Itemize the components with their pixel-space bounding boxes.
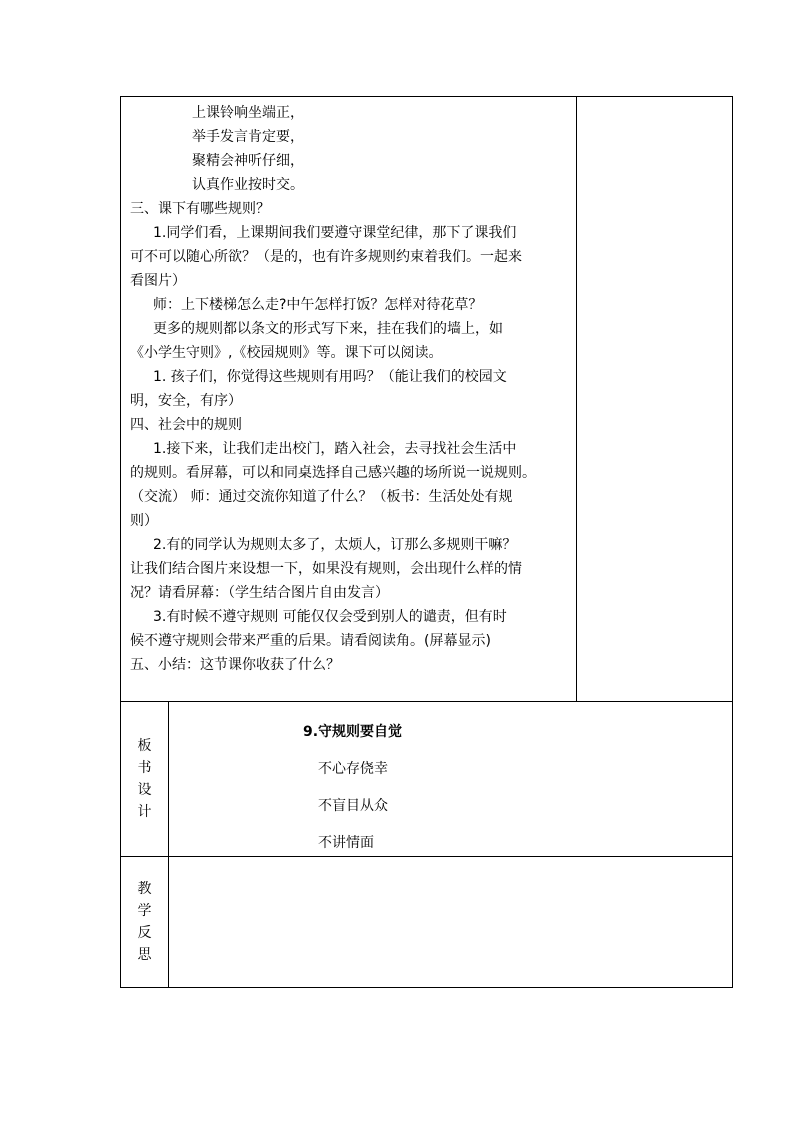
board-design-content	[169, 702, 733, 857]
paragraph-line: 则）	[130, 513, 158, 529]
paragraph-line: 1. 孩子们，你觉得这些规则有用吗？（能让我们的校园文	[153, 369, 507, 385]
board-line: 不盲目从众	[318, 798, 388, 814]
paragraph-line: 看图片）	[130, 273, 186, 289]
paragraph-line: 更多的规则都以条文的形式写下来，挂在我们的墙上，如	[153, 321, 503, 337]
reflection-content	[169, 857, 733, 988]
section-4-heading: 四、社会中的规则	[130, 417, 242, 433]
paragraph-line: （交流） 师：通过交流你知道了什么？（板书：生活处处有规	[130, 489, 513, 505]
paragraph-line: 3.有时候不遵守规则 可能仅仅会受到别人的谴责，但有时	[153, 609, 507, 625]
board-label-char: 设	[137, 782, 152, 798]
notes-column-cell	[577, 97, 733, 702]
reflection-label-char: 思	[137, 947, 152, 963]
section-5-summary: 五、小结：这节课你收获了什么？	[130, 657, 340, 673]
paragraph-line: 师：上下楼梯怎么走?中午怎样打饭？怎样对待花草？	[153, 297, 483, 313]
reflection-row	[121, 857, 733, 988]
paragraph-line: 况？请看屏幕：（学生结合图片自由发言）	[130, 585, 389, 601]
paragraph-line: 候不遵守规则会带来严重的后果。请看阅读角。(屏幕显示)	[130, 633, 491, 649]
board-label-char: 板	[137, 738, 152, 754]
paragraph-line: 明，安全，有序）	[130, 393, 242, 409]
board-label-char: 计	[137, 804, 152, 820]
board-design-row	[121, 702, 733, 857]
lesson-content-cell	[121, 97, 577, 702]
paragraph-line: 《小学生守则》,《校园规则》等。课下可以阅读。	[130, 345, 443, 361]
board-line: 不心存侥幸	[318, 761, 388, 777]
board-line: 不讲情面	[318, 835, 374, 851]
paragraph-line: 2.有的同学认为规则太多了，太烦人，订那么多规则干嘛？	[153, 537, 517, 553]
paragraph-line: 1.同学们看，上课期间我们要遵守课堂纪律，那下了课我们	[153, 225, 517, 241]
reflection-label-char: 反	[137, 925, 152, 941]
poem-line: 举手发言肯定要，	[192, 129, 304, 145]
poem-line: 聚精会神听仔细，	[192, 153, 304, 169]
paragraph-line: 可不可以随心所欲？（是的，也有许多规则约束着我们。一起来	[130, 249, 522, 265]
board-title: 9.守规则要自觉	[303, 724, 403, 740]
board-design-label	[121, 702, 169, 857]
lesson-plan-table	[120, 96, 733, 988]
poem-line: 认真作业按时交。	[192, 177, 304, 193]
reflection-label	[121, 857, 169, 988]
paragraph-line: 的规则。看屏幕，可以和同桌选择自己感兴趣的场所说一说规则。	[130, 465, 536, 481]
content-row	[121, 97, 733, 702]
reflection-label-char: 学	[137, 903, 152, 919]
paragraph-line: 让我们结合图片来设想一下，如果没有规则，会出现什么样的情	[130, 561, 522, 577]
poem-line: 上课铃响坐端正，	[192, 105, 304, 121]
board-label-char: 书	[137, 760, 152, 776]
section-3-heading: 三、课下有哪些规则？	[130, 201, 270, 217]
paragraph-line: 1.接下来，让我们走出校门，踏入社会，去寻找社会生活中	[153, 441, 517, 457]
reflection-label-char: 教	[137, 881, 152, 897]
